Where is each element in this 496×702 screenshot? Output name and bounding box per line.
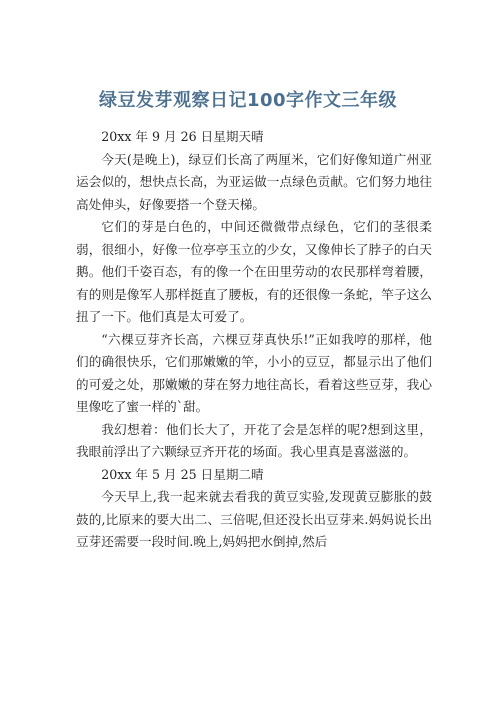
paragraph: “六棵豆芽齐长高，六棵豆芽真快乐!”正如我哼的那样，他们的确很快乐，它们那嫩嫩的竿，小小的豆豆，都显示出了他们的可爱之处，那嫩嫩的芽在努力地往高长，看着这些豆芽，我心里像吃了蜜一样的`甜。 xyxy=(76,331,432,414)
paragraph: 它们的芽是白色的，中间还微微带点绿色，它们的茎很柔弱，很细小，好像一位亭亭玉立的少女，又像伸长了脖子的白天鹅。他们千姿百态，有的像一个在田里劳动的农民那样弯着腰，有的则是像军人那样挺直了腰板，有的还很像一条蛇，竿子这么扭了一下。他们真是太可爱了。 xyxy=(76,219,432,324)
diary-date: 20xx 年 5 月 25 日星期二晴 xyxy=(101,466,264,482)
paragraph: 我幻想着：他们长大了，开花了会是怎样的呢?想到这里，我眼前浮出了六颗绿豆齐开花的场面。我心里真是喜滋滋的。 xyxy=(76,421,432,459)
paragraph: 今天(是晚上)，绿豆们长高了两厘米，它们好像知道广州亚运会似的，想快点长高，为亚运做一点绿色贡献。它们努力地往高处伸头，好像要搭一个登天梯。 xyxy=(76,151,432,212)
paragraph: 今天早上,我一起来就去看我的黄豆实验,发现黄豆膨胀的鼓鼓的,比原来的要大出二、三倍呢,但还没长出豆芽来.妈妈说长出豆芽还需要一段时间.晚上,妈妈把水倒掉,然后 xyxy=(76,489,432,549)
document-body xyxy=(76,126,432,554)
page-title: 绿豆发芽观察日记100字作文三年级 xyxy=(98,90,398,111)
diary-date: 20xx 年 9 月 26 日星期天晴 xyxy=(101,129,264,144)
